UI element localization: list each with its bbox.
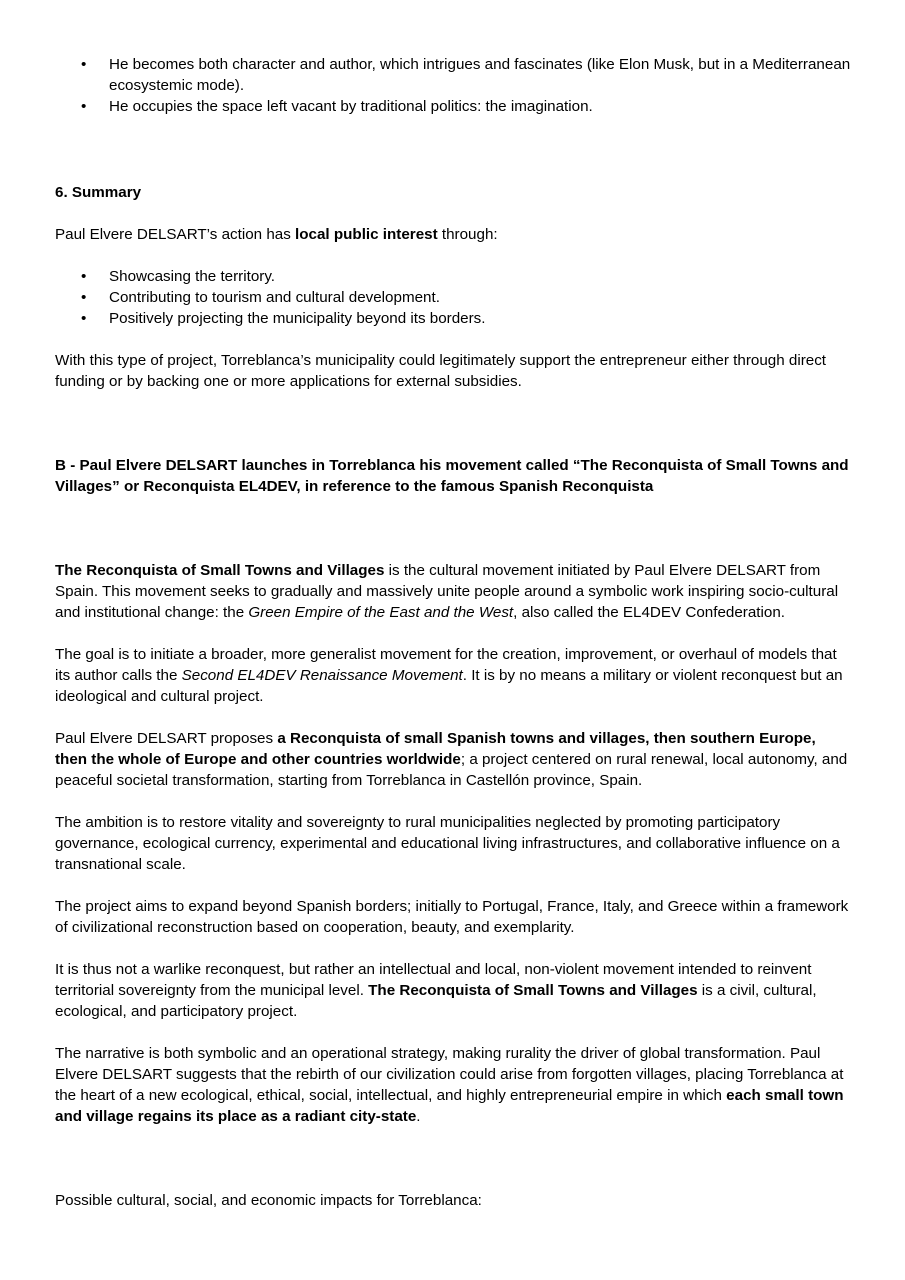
paragraph: It is thus not a warlike reconquest, but rather an intellectual and local, non-violent movement intended to reinvent territorial sovereignty from the municipal level. The Reconquista of Small Towns and Villages is a civil, cultural, ecological, and participatory project. [55, 961, 817, 1020]
list-item: • Contributing to tourism and cultural development. [55, 287, 851, 308]
paragraph: The goal is to initiate a broader, more generalist movement for the creation, improvement, or overhaul of models that its author calls the Second EL4DEV Renaissance Movement. It is by no means a military or violent reconquest but an ideological and cultural project. [55, 646, 843, 705]
closing-line: Possible cultural, social, and economic impacts for Torreblanca: [55, 1192, 482, 1209]
list-item: • He occupies the space left vacant by traditional politics: the imagination. [55, 96, 851, 117]
paragraph: The project aims to expand beyond Spanish borders; initially to Portugal, France, Italy, and Greece within a framework of civilizational reconstruction based on cooperation, beauty, and exemplarity. [55, 898, 849, 936]
list-item: • He becomes both character and author, which intrigues and fascinates (like Elon Musk, but in a Mediterranean ecosystemic mode). [55, 54, 851, 96]
paragraph: The narrative is both symbolic and an operational strategy, making rurality the driver of global transformation. Paul Elvere DELSART suggests that the rebirth of our civilization could arise from forgotten villages, placing Torreblanca at the heart of a new ecological, ethical, social, intellectual, and highly entrepreneurial empire in which each small town and village regains its place as a radiant city-state. [55, 1045, 844, 1125]
list-item: • Showcasing the territory. [55, 266, 851, 287]
top-bullet-list [55, 54, 851, 117]
section-title-summary: 6. Summary [55, 184, 142, 201]
summary-conclusion: With this type of project, Torreblanca’s municipality could legitimately support the entrepreneur either through direct funding or by backing one or more applications for external subsidies. [55, 352, 827, 390]
summary-bullet-list [55, 266, 851, 329]
section-b-heading: B - Paul Elvere DELSART launches in Torreblanca his movement called “The Reconquista of Small Towns and Villages” or Reconquista EL4DEV, in reference to the famous Spanish Reconquista [55, 457, 849, 495]
paragraph: The Reconquista of Small Towns and Villages is the cultural movement initiated by Paul Elvere DELSART from Spain. This movement seeks to gradually and massively unite people around a symbolic work inspiring socio-cultural and institutional change: the Green Empire of the East and the West, also called the EL4DEV Confederation. [55, 562, 839, 621]
paragraph: Paul Elvere DELSART proposes a Reconquista of small Spanish towns and villages, then southern Europe, then the whole of Europe and other countries worldwide; a project centered on rural renewal, local autonomy, and peaceful societal transformation, starting from Torreblanca in Castellón province, Spain. [55, 730, 848, 789]
paragraph: The ambition is to restore vitality and sovereignty to rural municipalities neglected by promoting participatory governance, ecological currency, experimental and educational living infrastructures, and collaborative influence on a transnational scale. [55, 814, 840, 873]
list-item: • Positively projecting the municipality beyond its borders. [55, 308, 851, 329]
document-page [55, 54, 851, 1211]
summary-intro: Paul Elvere DELSART’s action has local public interest through: [55, 226, 498, 243]
